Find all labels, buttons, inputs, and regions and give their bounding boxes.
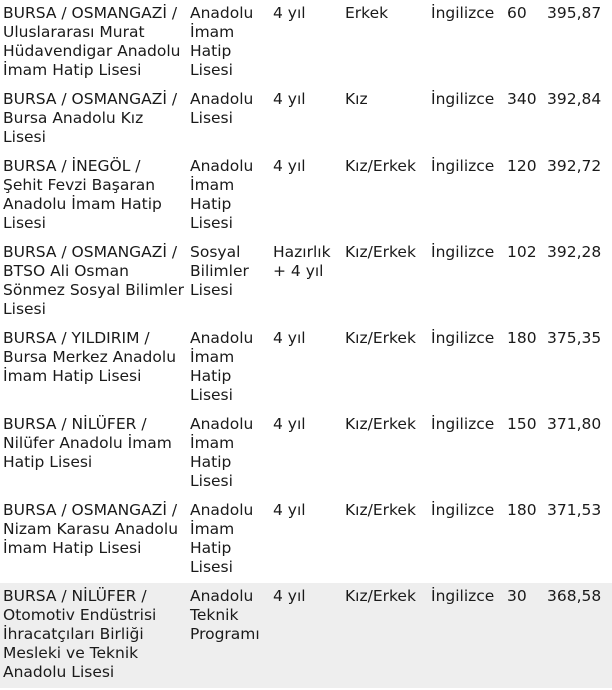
quota-cell: 120 bbox=[507, 157, 537, 175]
gender-cell: Kız/Erkek bbox=[342, 583, 428, 688]
score-cell: 392,84 bbox=[547, 90, 602, 108]
duration-cell: 4 yıl bbox=[273, 4, 306, 22]
table-row bbox=[0, 153, 612, 239]
school-cell: BURSA / OSMANGAZİ / BTSO Ali Osman Sönmez Sosyal Bilimler Lisesi bbox=[3, 243, 185, 318]
language-cell: İngilizce bbox=[431, 243, 495, 261]
table-row bbox=[0, 583, 612, 688]
quota-cell: 180 bbox=[507, 501, 537, 519]
gender-cell: Kız/Erkek bbox=[345, 243, 416, 261]
language-cell: İngilizce bbox=[428, 583, 504, 688]
table-row bbox=[0, 497, 612, 583]
language-cell: İngilizce bbox=[431, 329, 495, 347]
gender-cell: Kız bbox=[345, 90, 368, 108]
score-cell: 375,35 bbox=[547, 329, 602, 347]
type-cell: Anadolu İmam Hatip Lisesi bbox=[190, 329, 254, 404]
quota-cell: 180 bbox=[507, 329, 537, 347]
language-cell: İngilizce bbox=[431, 4, 495, 22]
duration-cell: 4 yıl bbox=[273, 157, 306, 175]
language-cell: İngilizce bbox=[431, 501, 495, 519]
type-cell: Anadolu Teknik Programı bbox=[187, 583, 270, 688]
table-row bbox=[0, 411, 612, 497]
table-row bbox=[0, 325, 612, 411]
school-cell: BURSA / YILDIRIM / Bursa Merkez Anadolu İmam Hatip Lisesi bbox=[3, 329, 177, 385]
language-cell: İngilizce bbox=[431, 90, 495, 108]
duration-cell: 4 yıl bbox=[273, 90, 306, 108]
type-cell: Anadolu Lisesi bbox=[190, 90, 254, 127]
type-cell: Anadolu İmam Hatip Lisesi bbox=[190, 157, 254, 232]
type-cell: Anadolu İmam Hatip Lisesi bbox=[190, 501, 254, 576]
duration-cell: 4 yıl bbox=[273, 501, 306, 519]
type-cell: Sosyal Bilimler Lisesi bbox=[190, 243, 249, 299]
type-cell: Anadolu İmam Hatip Lisesi bbox=[190, 415, 254, 490]
score-cell: 392,72 bbox=[547, 157, 602, 175]
table-row bbox=[0, 239, 612, 325]
quota-cell: 150 bbox=[507, 415, 537, 433]
type-cell: Anadolu İmam Hatip Lisesi bbox=[190, 4, 254, 79]
quota-cell: 30 bbox=[504, 583, 544, 688]
score-cell: 371,80 bbox=[547, 415, 602, 433]
quota-cell: 340 bbox=[507, 90, 537, 108]
quota-cell: 102 bbox=[507, 243, 537, 261]
table-row bbox=[0, 86, 612, 153]
duration-cell: 4 yıl bbox=[270, 583, 342, 688]
language-cell: İngilizce bbox=[431, 415, 495, 433]
gender-cell: Erkek bbox=[345, 4, 389, 22]
score-cell: 368,58 bbox=[544, 583, 612, 688]
table-row bbox=[0, 0, 612, 86]
school-cell: BURSA / OSMANGAZİ / Uluslararası Murat Hüdavendigar Anadolu İmam Hatip Lisesi bbox=[3, 4, 181, 79]
gender-cell: Kız/Erkek bbox=[345, 329, 416, 347]
gender-cell: Kız/Erkek bbox=[345, 157, 416, 175]
duration-cell: 4 yıl bbox=[273, 415, 306, 433]
gender-cell: Kız/Erkek bbox=[345, 415, 416, 433]
school-cell: BURSA / OSMANGAZİ / Bursa Anadolu Kız Lisesi bbox=[3, 90, 178, 146]
school-cell: BURSA / NİLÜFER / Nilüfer Anadolu İmam Hatip Lisesi bbox=[3, 415, 172, 471]
language-cell: İngilizce bbox=[431, 157, 495, 175]
school-cell: BURSA / İNEGÖL / Şehit Fevzi Başaran Anadolu İmam Hatip Lisesi bbox=[3, 157, 162, 232]
score-cell: 392,28 bbox=[547, 243, 602, 261]
duration-cell: Hazırlık + 4 yıl bbox=[273, 243, 331, 280]
gender-cell: Kız/Erkek bbox=[345, 501, 416, 519]
score-cell: 371,53 bbox=[547, 501, 602, 519]
school-cell: BURSA / NİLÜFER / Otomotiv Endüstrisi İhracatçıları Birliği Mesleki ve Teknik Anadolu Lisesi bbox=[0, 583, 187, 688]
score-cell: 395,87 bbox=[547, 4, 602, 22]
quota-cell: 60 bbox=[507, 4, 527, 22]
school-cell: BURSA / OSMANGAZİ / Nizam Karasu Anadolu İmam Hatip Lisesi bbox=[3, 501, 179, 557]
duration-cell: 4 yıl bbox=[273, 329, 306, 347]
